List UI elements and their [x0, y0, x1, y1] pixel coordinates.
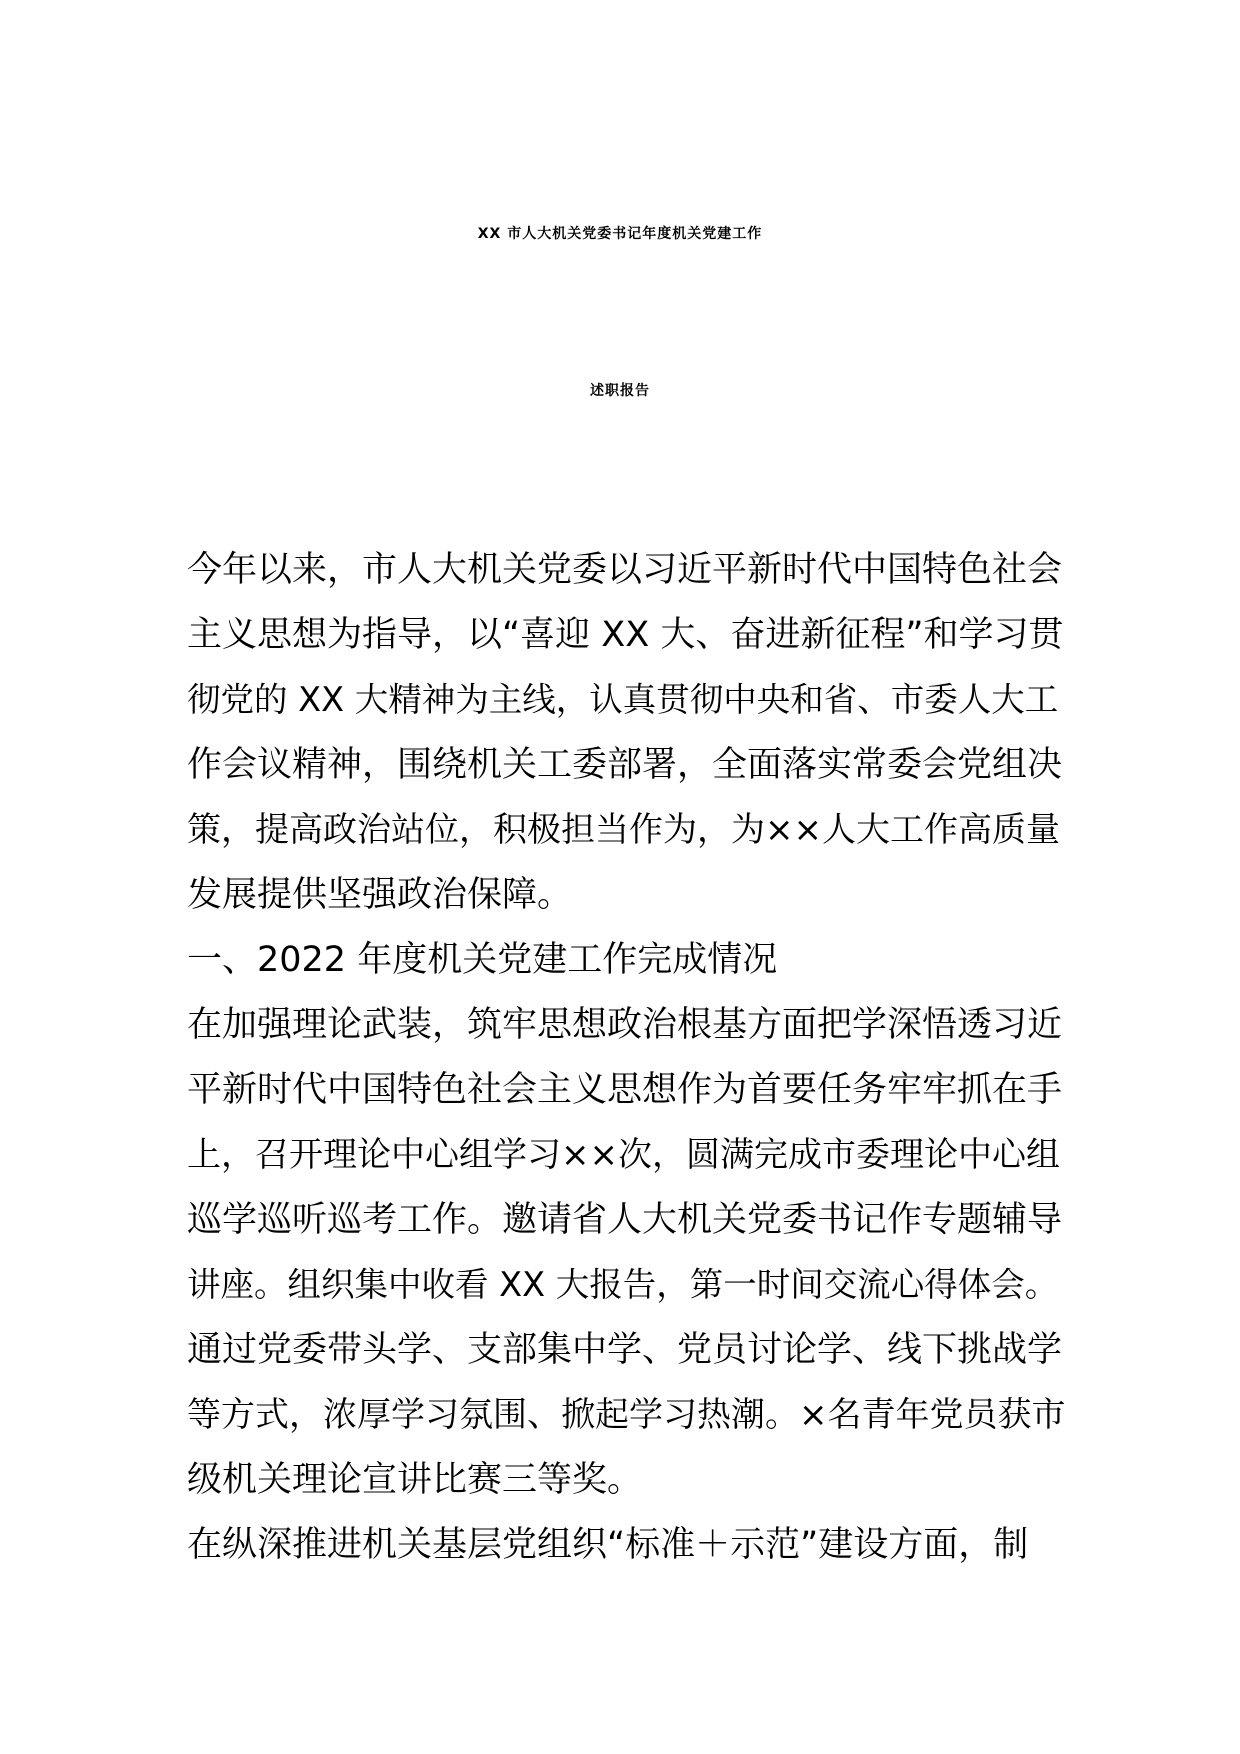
section-heading: 一、2022 年度机关党建工作完成情况 — [187, 940, 778, 980]
body-line: 级机关理论宣讲比赛三等奖。 — [187, 1460, 643, 1500]
body-line: 等方式，浓厚学习氛围、掀起学习热潮。×名青年党员获市 — [187, 1395, 1066, 1435]
body-line: 平新时代中国特色社会主义思想作为首要任务牢牢抓在手 — [187, 1070, 1063, 1110]
body-line: 巡学巡听巡考工作。邀请省人大机关党委书记作专题辅导 — [187, 1200, 1063, 1240]
document-title-line-1: XX 市人大机关党委书记年度机关党建工作 — [477, 226, 763, 242]
body-line: 彻党的 XX 大精神为主线，认真贯彻中央和省、市委人大工 — [187, 680, 1059, 719]
body-line: 今年以来，市人大机关党委以习近平新时代中国特色社会 — [187, 550, 1063, 590]
body-line: 策，提高政治站位，积极担当作为，为××人大工作高质量 — [187, 810, 1060, 850]
body-line: 讲座。组织集中收看 XX 大报告，第一时间交流心得体会。 — [187, 1265, 1059, 1304]
body-line: 在纵深推进机关基层党组织“标准＋示范”建设方面，制 — [187, 1525, 1029, 1565]
body-line: 作会议精神，围绕机关工委部署，全面落实常委会党组决 — [187, 745, 1063, 785]
body-line: 在加强理论武装，筑牢思想政治根基方面把学深悟透习近 — [187, 1005, 1063, 1045]
document-title-line-2: 述职报告 — [590, 383, 650, 399]
body-line: 通过党委带头学、支部集中学、党员讨论学、线下挑战学 — [187, 1330, 1063, 1370]
body-line: 上，召开理论中心组学习××次，圆满完成市委理论中心组 — [187, 1135, 1060, 1175]
body-line: 主义思想为指导，以“喜迎 XX 大、奋进新征程”和学习贯 — [187, 615, 1064, 655]
body-line: 发展提供坚强政治保障。 — [187, 875, 573, 915]
